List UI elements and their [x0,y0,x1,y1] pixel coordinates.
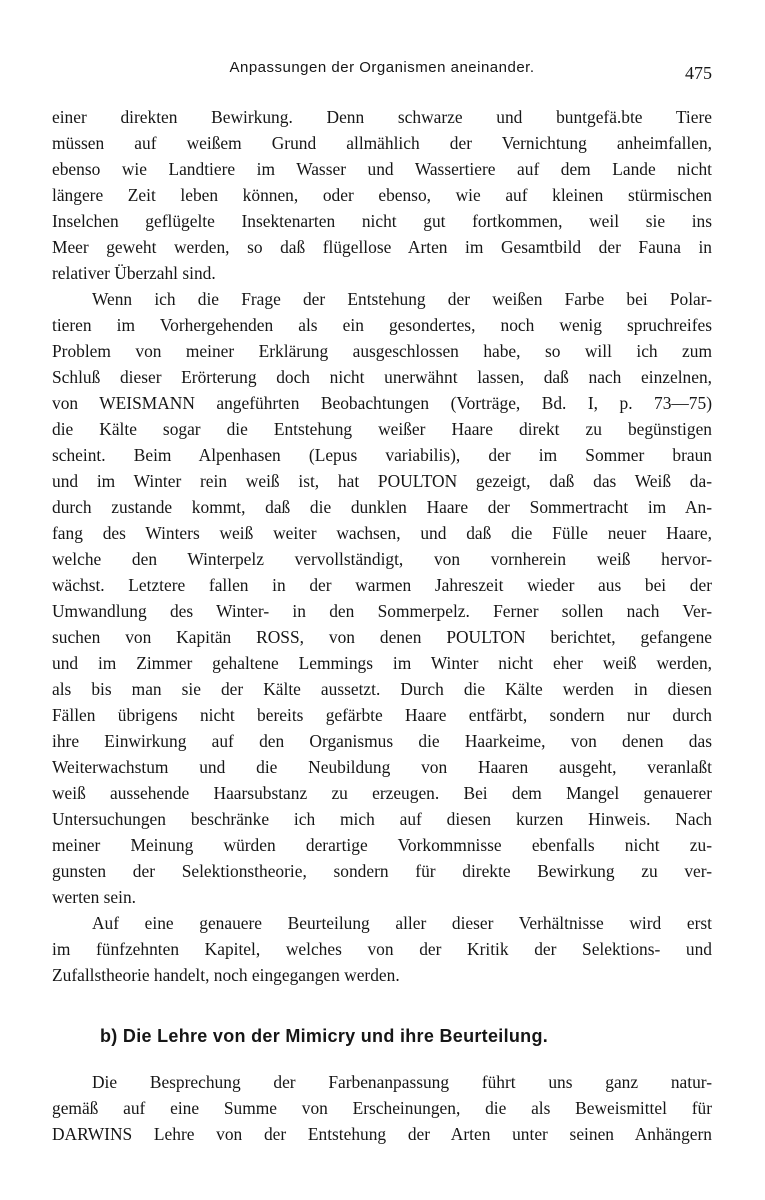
text-line: Umwandlung des Winter- in den Sommerpelz. Ferner sollen nach Ver- [52,601,712,621]
text-line: als bis man sie der Kälte aussetzt. Durch die Kälte werden in diesen [52,679,712,699]
page-number: 475 [685,63,712,83]
text-line: Schluß dieser Erörterung doch nicht unerwähnt lassen, daß nach einzelnen, [52,367,712,387]
text-line: und im Winter rein weiß ist, hat POULTON gezeigt, daß das Weiß da- [52,471,712,491]
body-text [52,104,712,988]
paragraph-1 [52,104,712,286]
text-line: welche den Winterpelz vervollständigt, von vornherein weiß hervor- [52,549,712,569]
text-line: DARWINS Lehre von der Entstehung der Arten unter seinen Anhängern [52,1124,712,1144]
text-line: gunsten der Selektionstheorie, sondern für direkte Bewirkung zu ver- [52,861,712,881]
text-line: Meer geweht werden, so daß flügellose Arten im Gesamtbild der Fauna in [52,237,712,257]
text-line: von WEISMANN angeführten Beobachtungen (Vorträge, Bd. I, p. 73—75) [52,393,712,413]
text-line: werten sein. [52,887,137,907]
text-line: Zufallstheorie handelt, noch eingegangen werden. [52,965,400,985]
section-paragraph [52,1069,712,1147]
text-line: im fünfzehnten Kapitel, welches von der Kritik der Selektions- und [52,939,712,959]
text-line: ebenso wie Landtiere im Wasser und Wassertiere auf dem Lande nicht [52,159,712,179]
text-line: gemäß auf eine Summe von Erscheinungen, die als Beweismittel für [52,1098,712,1118]
text-line: wächst. Letztere fallen in der warmen Jahreszeit wieder aus bei der [52,575,712,595]
paragraph-3 [52,910,712,988]
text-line: längere Zeit leben können, oder ebenso, wie auf kleinen stürmischen [52,185,712,205]
text-line: Wenn ich die Frage der Entstehung der weißen Farbe bei Polar- [92,289,712,309]
text-line: ihre Einwirkung auf den Organismus die Haarkeime, von denen das [52,731,712,751]
running-head [52,55,712,89]
text-line: relativer Überzahl sind. [52,263,216,283]
text-line: müssen auf weißem Grund allmählich der Vernichtung anheimfallen, [52,133,712,153]
text-line: die Kälte sogar die Entstehung weißer Haare direkt zu begünstigen [52,419,712,439]
text-line: Problem von meiner Erklärung ausgeschlossen habe, so will ich zum [52,341,712,361]
text-line: weiß aussehende Haarsubstanz zu erzeugen. Bei dem Mangel genauerer [52,783,712,803]
text-line: tieren im Vorhergehenden als ein gesondertes, noch wenig spruchreifes [52,315,712,335]
running-title: Anpassungen der Organismen aneinander. [229,59,535,76]
text-line: meiner Meinung würden derartige Vorkommnisse ebenfalls nicht zu- [52,835,712,855]
text-line: Fällen übrigens nicht bereits gefärbte Haare entfärbt, sondern nur durch [52,705,712,725]
text-line: scheint. Beim Alpenhasen (Lepus variabilis), der im Sommer braun [52,445,712,465]
text-line: und im Zimmer gehaltene Lemmings im Winter nicht eher weiß werden, [52,653,712,673]
paragraph-2 [52,286,712,910]
text-line: Weiterwachstum und die Neubildung von Haaren ausgeht, veranlaßt [52,757,712,777]
text-line: Untersuchungen beschränke ich mich auf diesen kurzen Hinweis. Nach [52,809,712,829]
text-line: Inselchen geflügelte Insektenarten nicht gut fortkommen, weil sie ins [52,211,712,231]
section-heading: b) Die Lehre von der Mimicry und ihre Beurteilung. [100,1026,549,1046]
text-line: einer direkten Bewirkung. Denn schwarze und buntgefä.bte Tiere [52,107,712,127]
text-line: durch zustande kommt, daß die dunklen Haare der Sommertracht im An- [52,497,712,517]
text-line: Die Besprechung der Farbenanpassung führt uns ganz natur- [92,1072,712,1092]
text-line: Auf eine genauere Beurteilung aller dieser Verhältnisse wird erst [92,913,712,933]
text-line: suchen von Kapitän ROSS, von denen POULTON berichtet, gefangene [52,627,712,647]
text-line: fang des Winters weiß weiter wachsen, und daß die Fülle neuer Haare, [52,523,712,543]
